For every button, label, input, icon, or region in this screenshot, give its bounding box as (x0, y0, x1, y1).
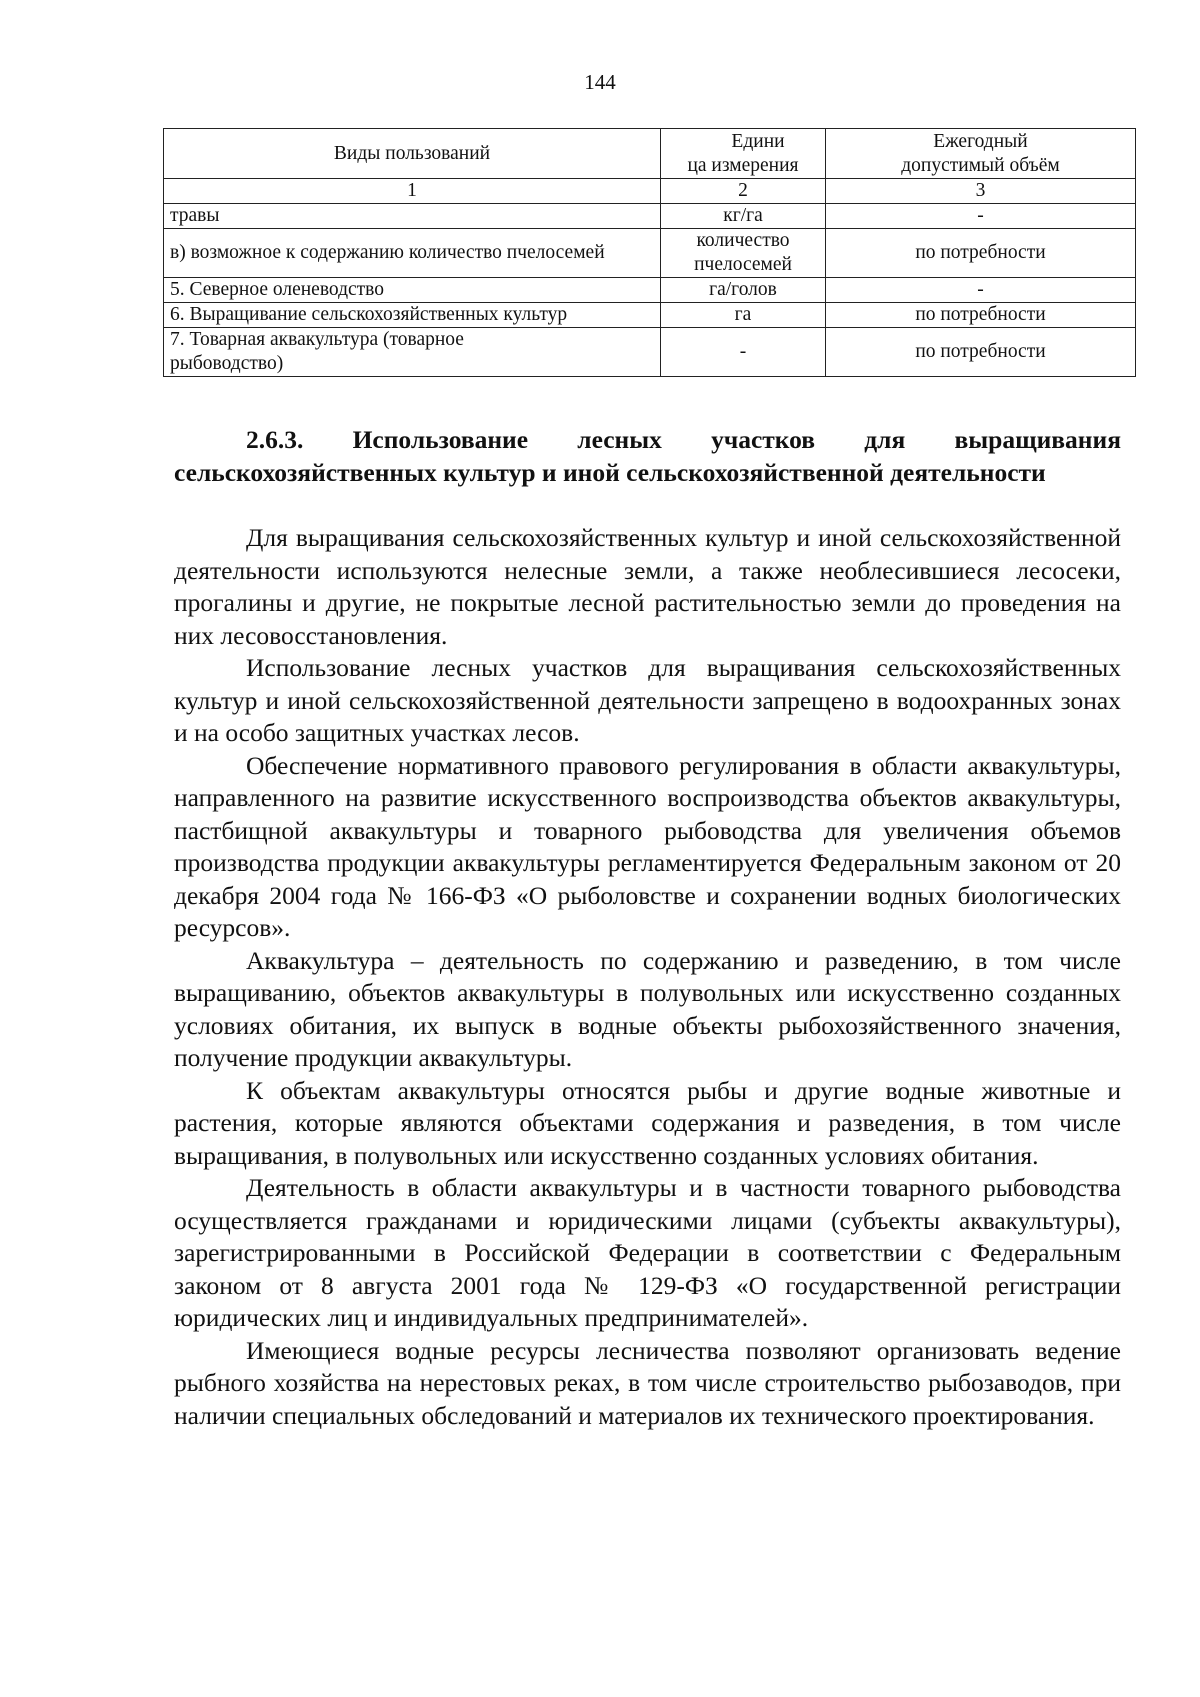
cell-volume: по потребности (826, 229, 1136, 278)
cell-unit: га (661, 303, 826, 328)
table-row (164, 204, 1136, 229)
header-volume-line-1: Ежегодный (933, 130, 1028, 152)
table-row (164, 278, 1136, 303)
header-volume-line-2: допустимый объём (901, 154, 1060, 176)
paragraph: Для выращивания сельскохозяйственных культур и иной сельскохозяйственной деятельности используются нелесные земли, а также необлесившиеся лесосеки, прогалины и другие, не покрытые лесной растительностью земли до проведения на них лесовосстановления. (174, 523, 1121, 650)
cell-volume: - (826, 204, 1136, 229)
cell-usage: травы (164, 204, 661, 229)
cell-unit: кг/га (661, 204, 826, 229)
table-row (164, 328, 1136, 377)
header-unit (661, 129, 826, 179)
table-row (164, 303, 1136, 328)
table-header-row (164, 129, 1136, 179)
usage-table (163, 128, 1136, 377)
paragraph: Использование лесных участков для выращивания сельскохозяйственных культур и иной сельскохозяйственной деятельности запрещено в водоохранных зонах и на особо защитных участках лесов. (174, 653, 1121, 747)
section-content (174, 424, 1121, 1432)
cell-volume: по потребности (826, 303, 1136, 328)
usage-table-container (163, 128, 1135, 377)
paragraph: Имеющиеся водные ресурсы лесничества позволяют организовать ведение рыбного хозяйства на нерестовых реках, в том числе строительство рыбозаводов, при наличии специальных обследований и материалов их технического проектирования. (174, 1335, 1121, 1430)
paragraph: Деятельность в области аквакультуры и в частности товарного рыбоводства осуществляется гражданами и юридическими лицами (субъекты аквакультуры), зарегистрированными в Российской Федерации в соответствии с Федеральным законом от 8 августа 2001 года № 129-ФЗ «О государственной регистрации юридических лиц и индивидуальных предпринимателей». (174, 1173, 1121, 1332)
header-unit-line-1: Едини (731, 130, 785, 152)
table-row (164, 229, 1136, 278)
page-number: 144 (584, 70, 616, 94)
cell-usage: 7. Товарная аквакультура (товарное рыбоводство) (164, 328, 661, 377)
header-usage-type: Виды пользований (164, 129, 661, 179)
cell-usage: 6. Выращивание сельскохозяйственных культур (164, 303, 661, 328)
cell-unit: га/голов (661, 278, 826, 303)
paragraph: Аквакультура – деятельность по содержанию и разведению, в том числе выращиванию, объектов аквакультуры в полувольных или искусственно созданных условиях обитания, их выпуск в водные объекты рыбохозяйственного значения, получение продукции аквакультуры. (174, 945, 1121, 1072)
cell-volume: - (826, 278, 1136, 303)
column-number: 2 (661, 179, 826, 204)
header-unit-line-2: ца измерения (687, 154, 799, 176)
cell-unit: количество пчелосемей (661, 229, 826, 278)
column-number: 1 (164, 179, 661, 204)
paragraph: К объектам аквакультуры относятся рыбы и другие водные животные и растения, которые являются объектами содержания и разведения, в том числе выращивания, в полувольных или искусственно созданных условиях обитания. (174, 1075, 1121, 1170)
cell-usage: 5. Северное оленеводство (164, 278, 661, 303)
header-annual-volume (826, 129, 1136, 179)
cell-unit: - (661, 328, 826, 377)
column-number: 3 (826, 179, 1136, 204)
cell-volume: по потребности (826, 328, 1136, 377)
cell-usage: в) возможное к содержанию количество пчелосемей (164, 229, 661, 278)
column-number-row (164, 179, 1136, 204)
paragraph: Обеспечение нормативного правового регулирования в области аквакультуры, направленного на развитие искусственного воспроизводства объектов аквакультуры, пастбищной аквакультуры и товарного рыбоводства для увеличения объемов производства продукции аквакультуры регламентируется Федеральным законом от 20 декабря 2004 года № 166-ФЗ «О рыболовстве и сохранении водных биологических ресурсов». (174, 750, 1121, 942)
section-heading: 2.6.3. Использование лесных участков для выращивания сельскохозяйственных культур и иной сельскохозяйственной деятельности (174, 425, 1121, 487)
